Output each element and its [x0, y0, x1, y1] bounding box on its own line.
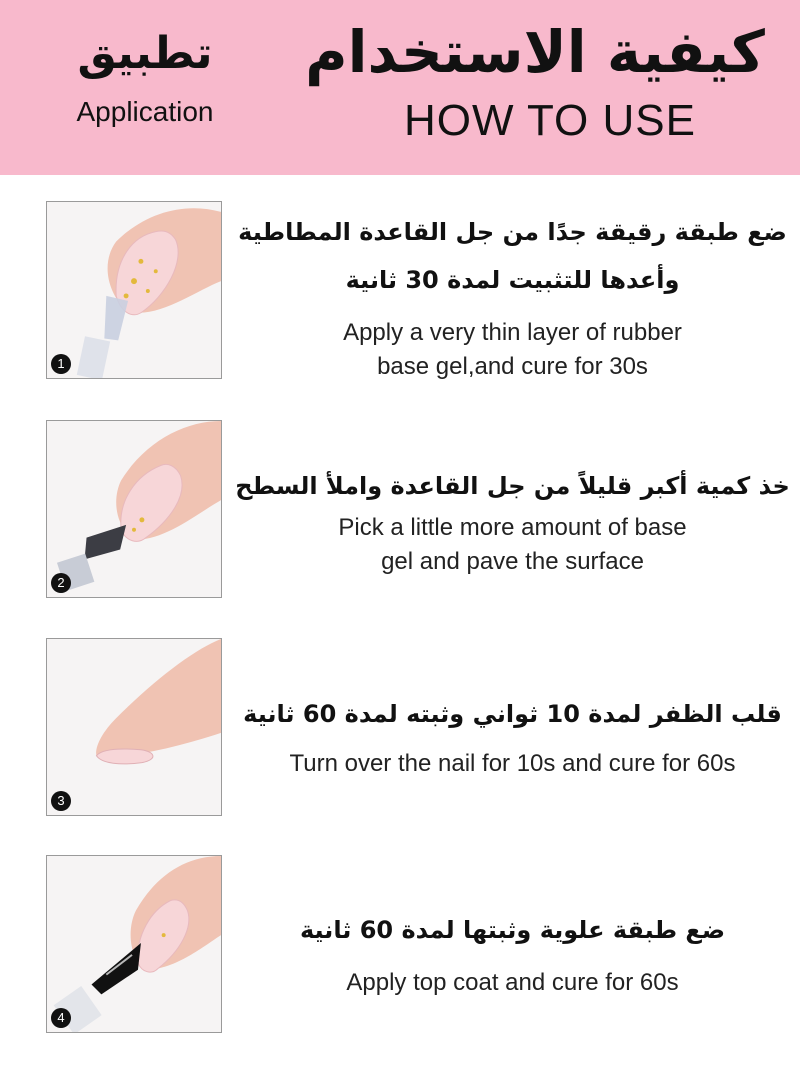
step-3-text-en-line1: Turn over the nail for 10s and cure for 60s — [289, 750, 736, 777]
step-1-text-ar-line1: ضع طبقة رقيقة جدًا من جل القاعدة المطاطية — [238, 218, 787, 246]
step-1-text-en-line2: base gel,and cure for 30s — [377, 353, 648, 380]
nail-brush-photo-2 — [47, 421, 221, 597]
step-4-text-ar-line1: ضع طبقة علوية وثبتها لمدة 60 ثانية — [299, 916, 726, 944]
how-to-use-title-en: HOW TO USE — [404, 96, 696, 145]
nail-turned-photo — [47, 639, 221, 815]
step-2-text-ar-line1: خذ كمية أكبر قليلاً من جل القاعدة واملأ السطح — [235, 472, 790, 500]
header-banner — [0, 0, 800, 175]
step-3-image — [46, 638, 222, 816]
step-number-badge: 1 — [51, 354, 71, 374]
step-1-text-ar-line2: وأعدها للتثبيت لمدة 30 ثانية — [345, 266, 680, 294]
step-1-text-en-line1: Apply a very thin layer of rubber — [343, 319, 682, 346]
nail-brush-photo-1 — [47, 202, 221, 378]
step-2-image — [46, 420, 222, 598]
how-to-use-title-ar: كيفية الاستخدام — [305, 18, 765, 86]
step-number-badge: 4 — [51, 1008, 71, 1028]
step-number-badge: 3 — [51, 791, 71, 811]
step-4-text-en-line1: Apply top coat and cure for 60s — [346, 969, 679, 996]
nail-top-coat-photo — [47, 856, 221, 1032]
application-title-ar: تطبيق — [77, 28, 213, 79]
step-4-image — [46, 855, 222, 1033]
step-2-text-en-line1: Pick a little more amount of base — [338, 514, 687, 541]
step-2-text-en-line2: gel and pave the surface — [381, 548, 644, 575]
application-title-en: Application — [76, 96, 214, 127]
step-number-badge: 2 — [51, 573, 71, 593]
step-1-image — [46, 201, 222, 379]
step-3-text-ar-line1: قلب الظفر لمدة 10 ثواني وثبته لمدة 60 ثانية — [243, 700, 782, 728]
